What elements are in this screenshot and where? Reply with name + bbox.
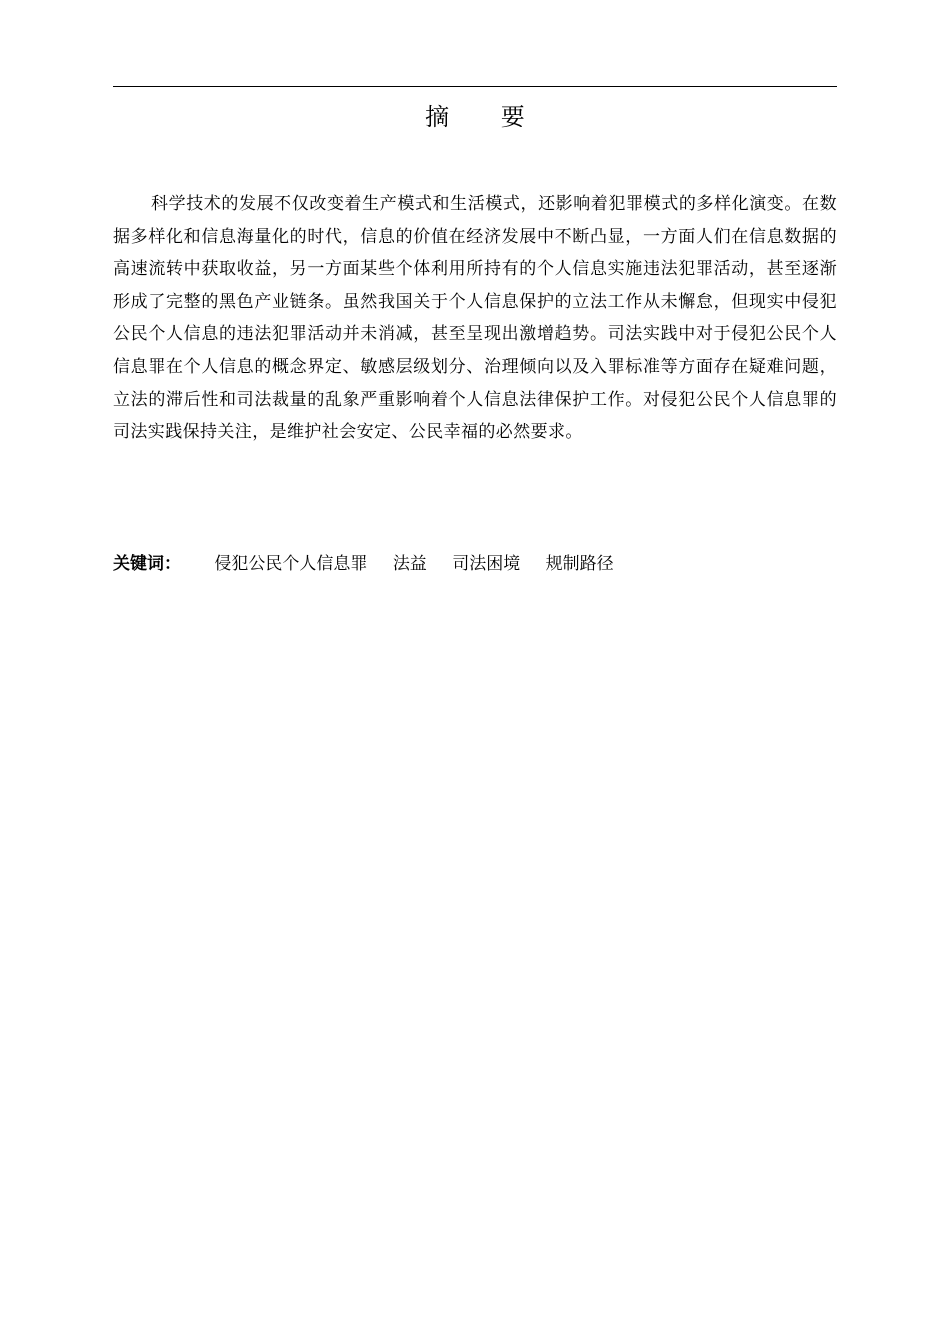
keyword-item: 司法困境	[452, 554, 521, 574]
keyword-item: 法益	[392, 554, 427, 574]
header-rule	[113, 86, 837, 87]
keywords-line	[113, 550, 837, 578]
page-title: 摘 要	[425, 103, 547, 131]
abstract-paragraph: 科学技术的发展不仅改变着生产模式和生活模式，还影响着犯罪模式的多样化演变。在数据多样化和信息海量化的时代，信息的价值在经济发展中不断凸显，一方面人们在信息数据的高速流转中获取收益，另一方面某些个体利用所持有的个人信息实施违法犯罪活动，甚至逐渐形成了完整的黑色产业链条。虽然我国关于个人信息保护的立法工作从未懈怠，但现实中侵犯公民个人信息的违法犯罪活动并未消减，甚至呈现出激增趋势。司法实践中对于侵犯公民个人信息罪在个人信息的概念界定、敏感层级划分、治理倾向以及入罪标准等方面存在疑难问题，立法的滞后性和司法裁量的乱象严重影响着个人信息法律保护工作。对侵犯公民个人信息罪的司法实践保持关注，是维护社会安定、公民幸福的必然要求。	[113, 194, 837, 443]
keyword-item: 侵犯公民个人信息罪	[214, 554, 368, 574]
keywords-label: 关键词：	[113, 554, 181, 574]
keyword-item: 规制路径	[545, 554, 614, 574]
